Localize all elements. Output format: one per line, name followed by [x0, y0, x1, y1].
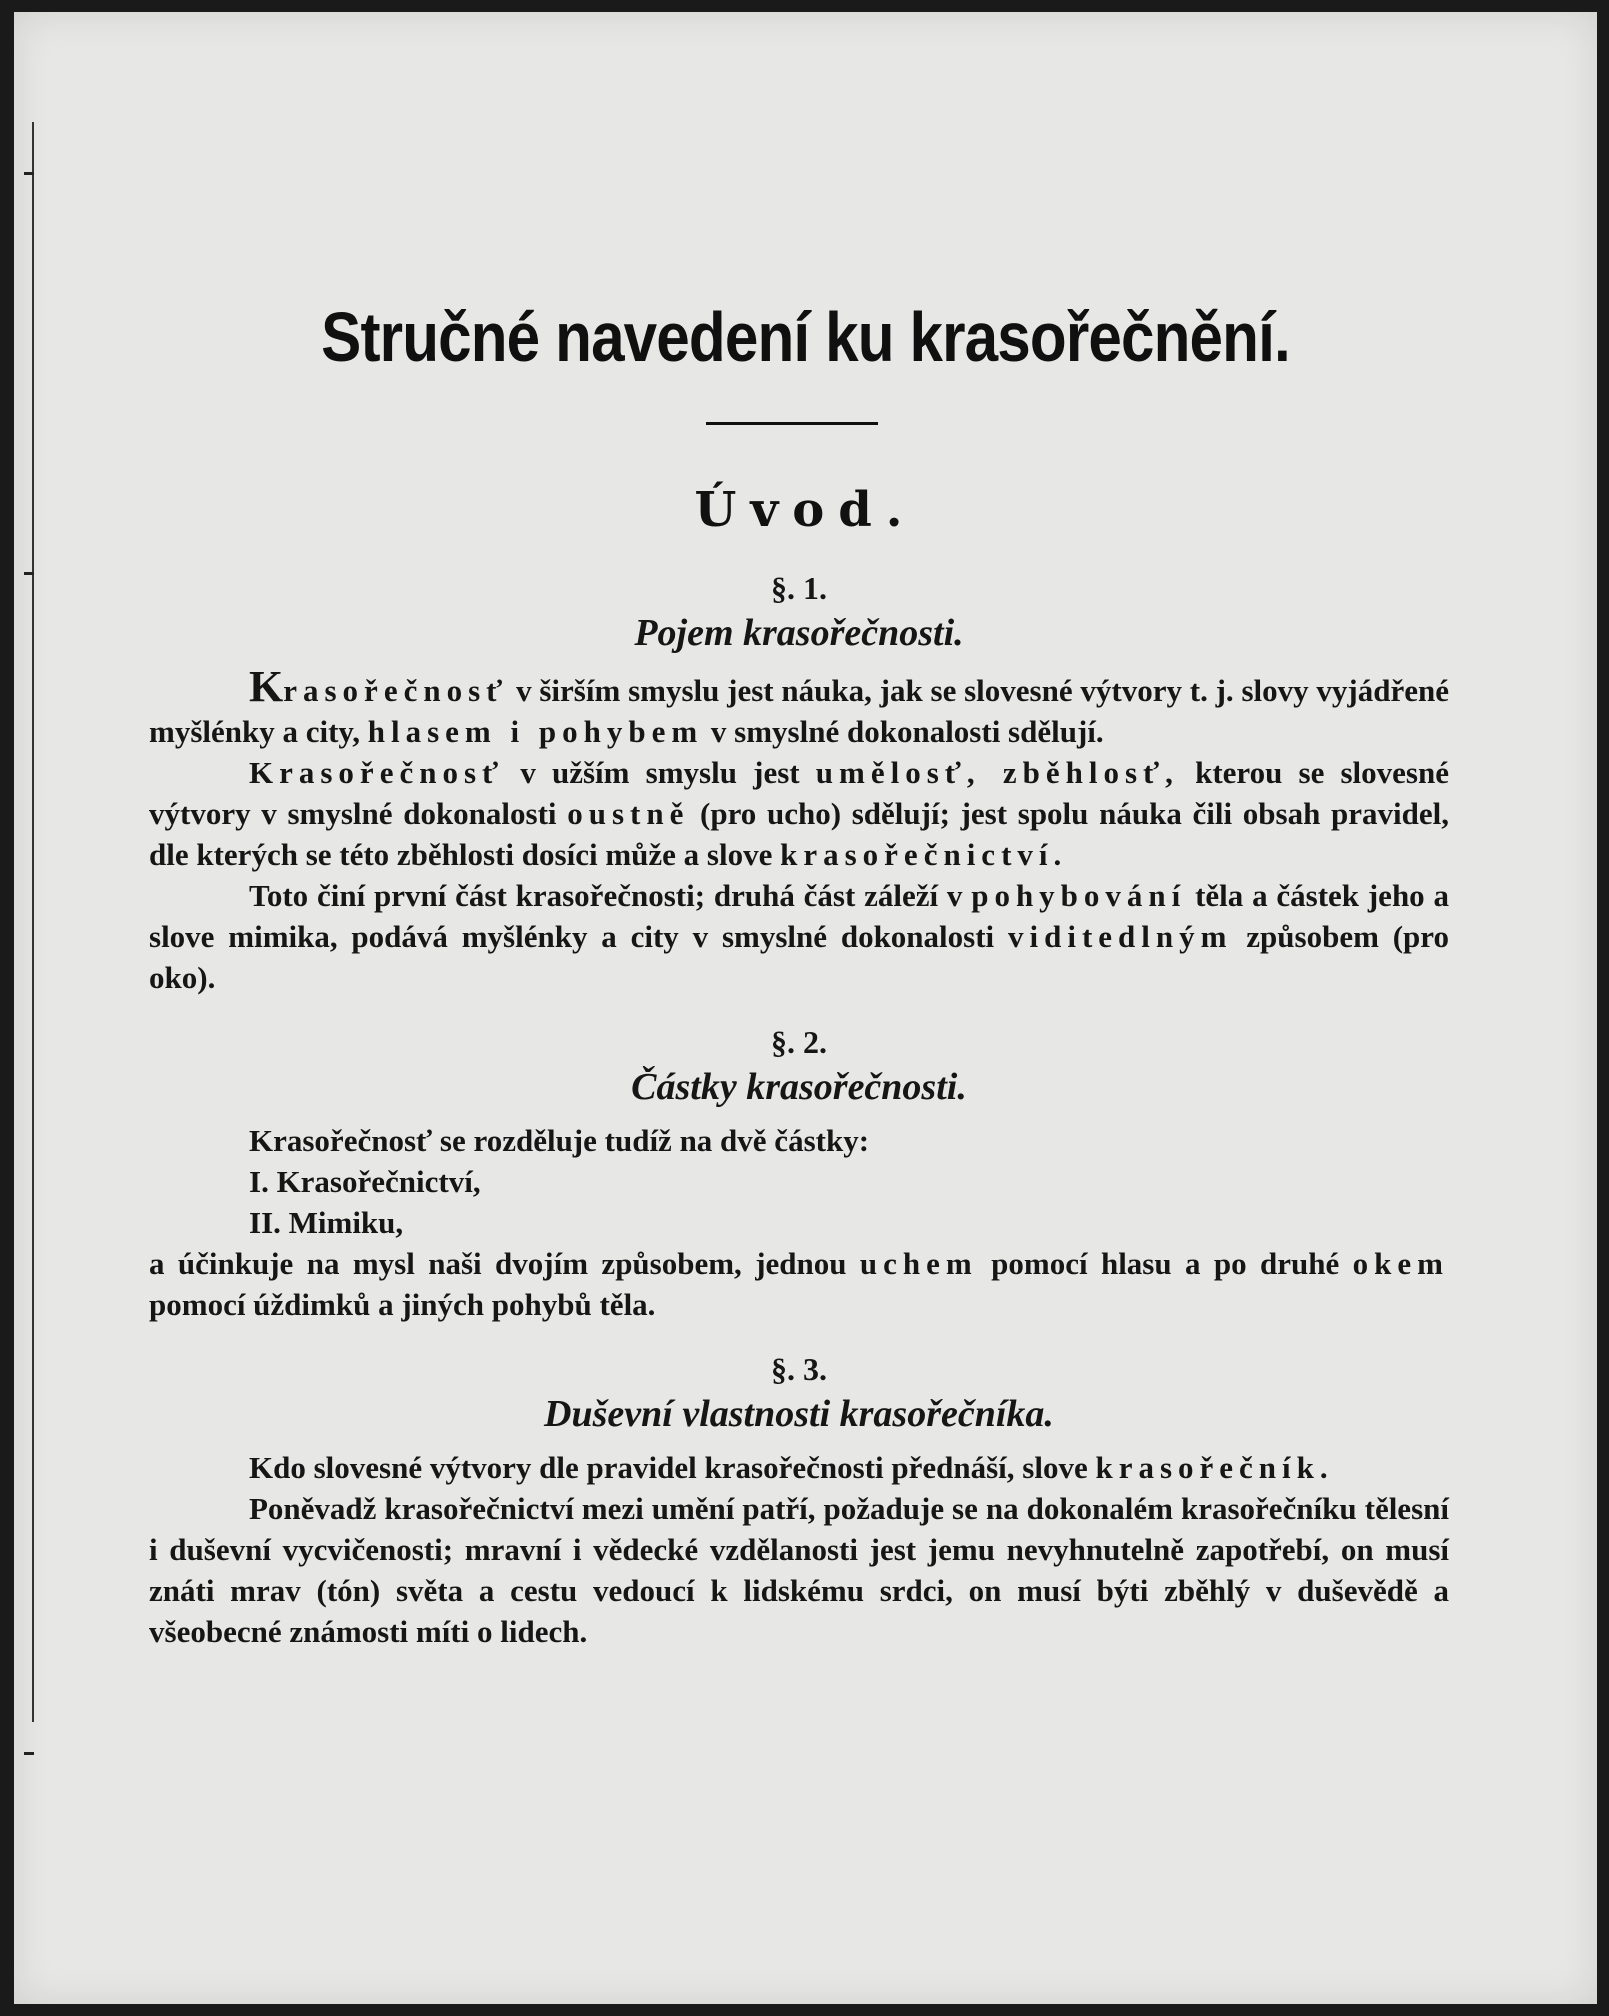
text-run: Toto činí první část krasořečnosti; druhá část záleží v: [249, 878, 972, 913]
spaced-term: oustně: [567, 796, 690, 831]
spaced-term: krasořečnictví.: [780, 837, 1068, 872]
document-body: [149, 562, 1449, 1652]
paragraph: Krasořečnosť se rozděluje tudíž na dvě částky:: [249, 1123, 870, 1158]
spaced-term: krasořečník.: [1095, 1450, 1334, 1485]
text-run: (pro ucho) sdělují; jest spolu náuka čili obsah pravidel, dle kterých se této zběhlosti dosíci může a slove: [149, 796, 1449, 872]
spaced-term: uchem: [859, 1246, 978, 1281]
drop-cap: K: [249, 662, 284, 711]
section-number: §. 1.: [771, 570, 827, 606]
section-title: Částky krasořečnosti.: [631, 1066, 967, 1108]
spaced-term: pohybování: [971, 878, 1187, 913]
list-item: II. Mimiku,: [249, 1205, 404, 1240]
section-title: Pojem krasořečnosti.: [634, 612, 964, 654]
text-run: a účinkuje na mysl naši dvojím způsobem, jednou: [149, 1246, 860, 1281]
list-item: I. Krasořečnictví,: [249, 1164, 481, 1199]
text-run: Kdo slovesné výtvory dle pravidel krasořečnosti přednáší, slove: [249, 1450, 1096, 1485]
spaced-term: Krasořečnosť: [249, 755, 505, 790]
section-number: §. 3.: [771, 1351, 827, 1387]
spaced-term: rasořečnosť: [283, 673, 509, 708]
spaced-term: okem: [1352, 1246, 1449, 1281]
page-title: Stručné navedení ku krasořečnění.: [321, 298, 1290, 376]
section-title: Duševní vlastnosti krasořečníka.: [544, 1393, 1054, 1435]
title-divider: [706, 422, 878, 425]
binding-edge: [32, 122, 40, 1722]
text-run: pomocí hlasu a po druhé: [977, 1246, 1353, 1281]
text-run: kterou se slovesné výtvory v smyslné dokonalosti: [149, 755, 1449, 831]
spaced-term: viditedlným: [1007, 919, 1233, 954]
binding-mark: [24, 172, 34, 175]
text-run: způsobem (pro oko).: [149, 919, 1449, 995]
paragraph: [149, 1243, 1449, 1325]
paragraph: [149, 1447, 1449, 1488]
spaced-term: umělosť, zběhlosť,: [815, 755, 1179, 790]
section-number: §. 2.: [771, 1024, 827, 1060]
text-run: v smyslné dokonalosti sdělují.: [703, 714, 1104, 749]
binding-mark: [24, 1752, 34, 1755]
paragraph: [149, 752, 1449, 875]
paragraph: Poněvadž krasořečnictví mezi umění patří, požaduje se na dokonalém krasořečníku tělesní i duševní vycvičenosti; mravní i vědecké vzdělanosti jest jemu nevyhnutelně zapotřebí, on musí znáti mrav (tón) světa a cestu vedoucí k lidskému srdci, on musí býti zběhlý v duševědě a všeobecné známosti míti o lidech.: [149, 1491, 1449, 1649]
text-run: v užším smyslu jest: [504, 755, 816, 790]
text-run: těla a částek jeho a slove mimika, podává myšlénky a city v smyslné dokonalosti: [149, 878, 1449, 954]
paragraph: [149, 875, 1449, 998]
page: [14, 12, 1597, 2004]
paragraph: [149, 662, 1449, 752]
text-run: pomocí úždimků a jiných pohybů těla.: [149, 1287, 656, 1322]
text-run: v širším smyslu jest náuka, jak se slovesné výtvory t. j. slovy vyjádřené myšlénky a city,: [149, 673, 1449, 749]
section-heading: Úvod.: [694, 482, 917, 538]
binding-mark: [24, 572, 34, 575]
spaced-term: hlasem i pohybem: [367, 714, 704, 749]
